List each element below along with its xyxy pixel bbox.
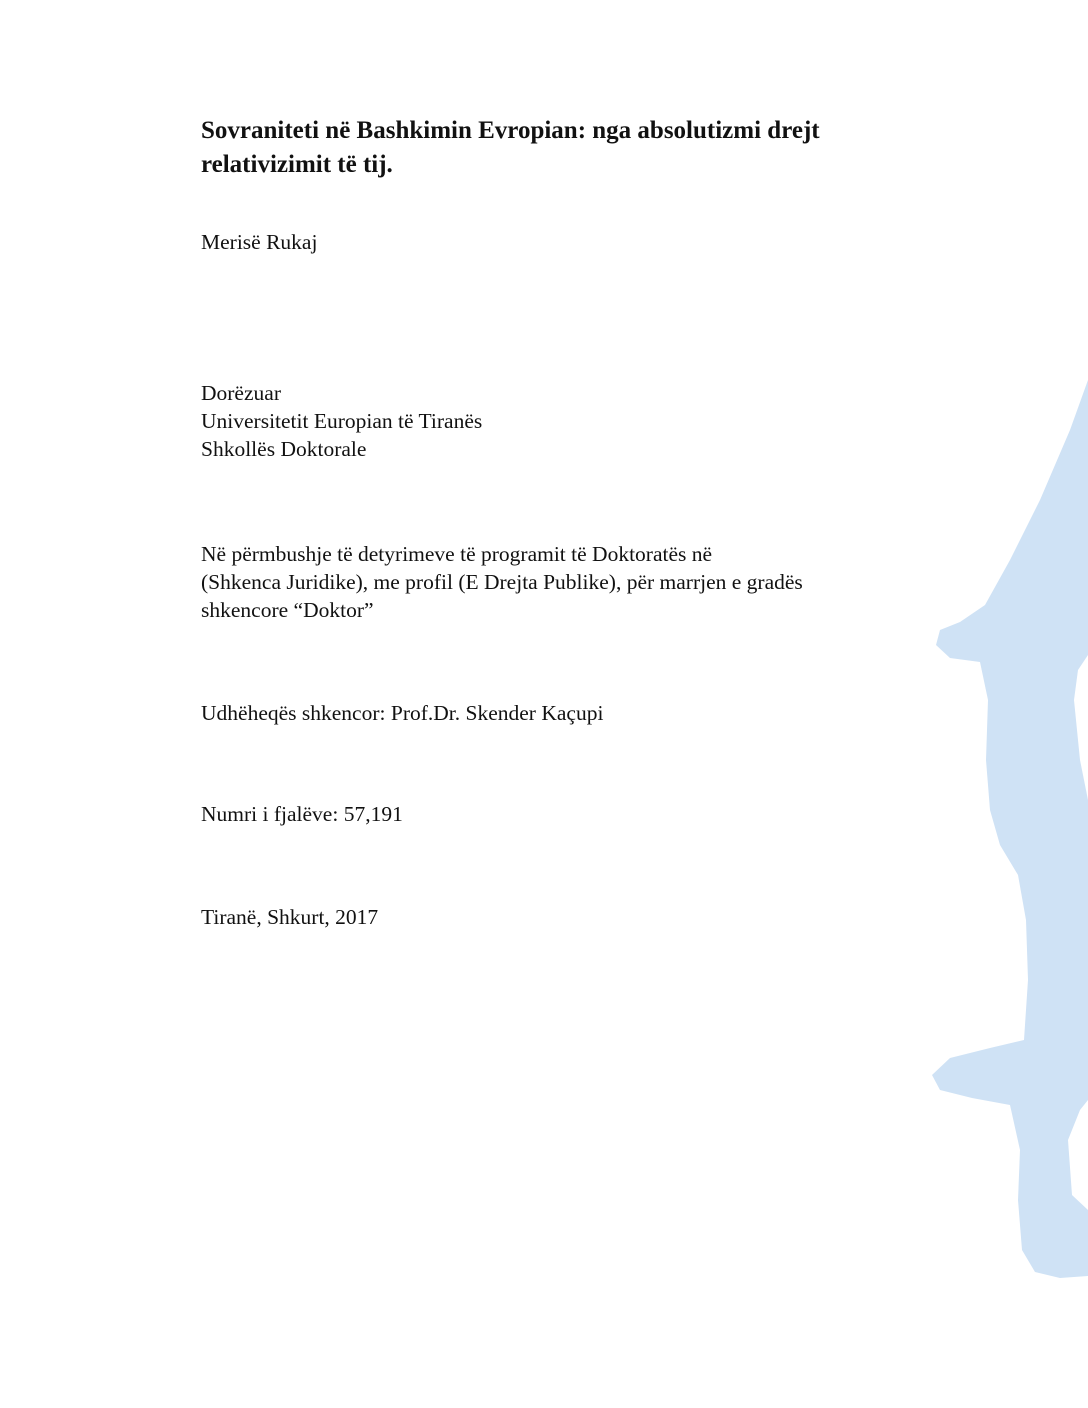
supervisor-line: Udhëheqës shkencor: Prof.Dr. Skender Kaçupi xyxy=(201,701,604,725)
thesis-title-line: relativizimit të tij. xyxy=(201,151,393,178)
fulfillment-line: Në përmbushje të detyrimeve të programit të Doktoratës në xyxy=(201,542,713,566)
thesis-title-line: Sovraniteti në Bashkimin Evropian: nga absolutizmi drejt xyxy=(201,117,820,144)
submission-line: Dorëzuar xyxy=(201,381,281,405)
word-count: Numri i fjalëve: 57,191 xyxy=(201,802,403,826)
submission-block xyxy=(201,379,482,463)
fulfillment-line: (Shkenca Juridike), me profil (E Drejta Publike), për marrjen e gradës xyxy=(201,570,803,594)
place-and-date: Tiranë, Shkurt, 2017 xyxy=(201,905,379,929)
submission-line: Shkollës Doktorale xyxy=(201,437,367,461)
fulfillment-line: shkencore “Doktor” xyxy=(201,598,374,622)
fulfillment-statement xyxy=(201,540,941,624)
thesis-title xyxy=(201,114,961,182)
author-name: Merisë Rukaj xyxy=(201,230,318,254)
submission-line: Universitetit Europian të Tiranës xyxy=(201,409,483,433)
